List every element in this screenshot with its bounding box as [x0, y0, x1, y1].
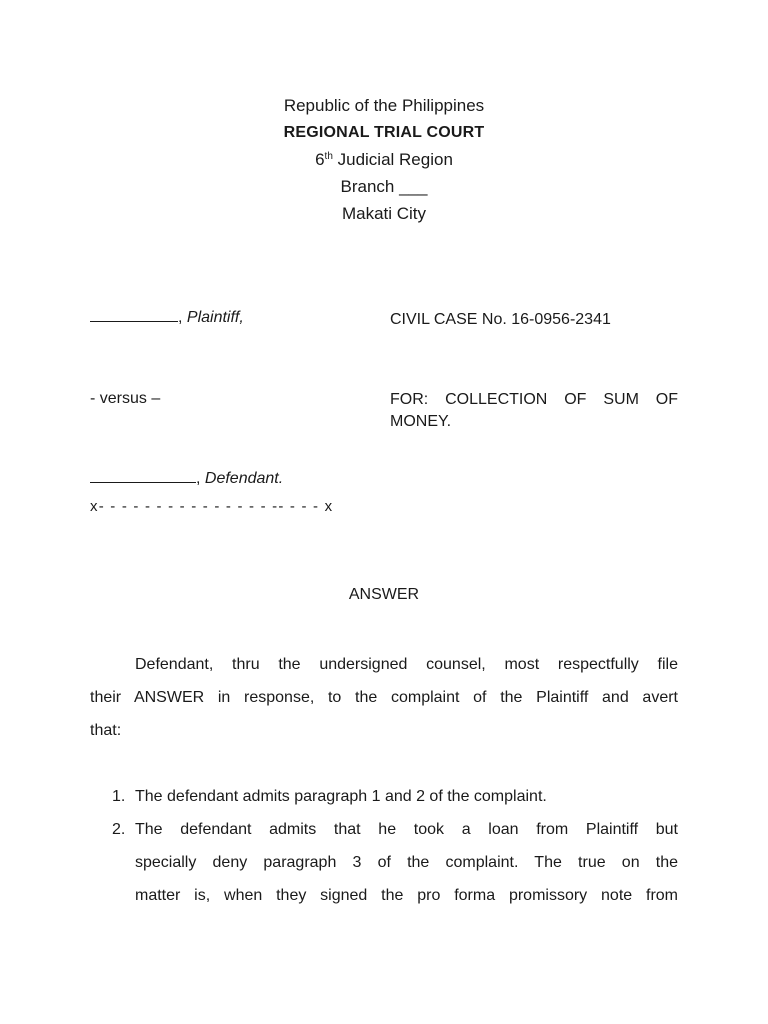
defendant-line: , Defendant.	[90, 470, 283, 488]
defendant-blank	[90, 482, 196, 483]
intro-line-1: Defendant, thru the undersigned counsel, most respectfully file	[135, 656, 678, 673]
court-name: REGIONAL TRIAL COURT	[283, 124, 485, 141]
plaintiff-line: , Plaintiff,	[90, 309, 244, 327]
list-item-2-line-3: matter is, when they signed the pro forma promissory note from	[135, 887, 678, 904]
list-item-2-line-1: The defendant admits that he took a loan from Plaintiff but	[135, 821, 678, 838]
intro-paragraph	[90, 648, 678, 747]
intro-line-3: that:	[90, 722, 122, 739]
list-item-1-line-1: The defendant admits paragraph 1 and 2 of the complaint.	[135, 788, 547, 805]
list-item-2	[90, 813, 678, 912]
plaintiff-blank	[90, 321, 178, 322]
case-subject	[390, 389, 678, 433]
republic-line: Republic of the Philippines	[283, 96, 485, 115]
plaintiff-label: Plaintiff,	[186, 309, 244, 326]
list-item-2-line-2: specially deny paragraph 3 of the complaint. The true on the	[135, 854, 678, 871]
judicial-region: 6th Judicial Region	[315, 150, 453, 169]
list-number-1: 1.	[112, 788, 126, 805]
intro-line-2: their ANSWER in response, to the complaint of the Plaintiff and avert	[90, 689, 678, 706]
case-subject-line1: FOR: COLLECTION OF SUM OF	[390, 391, 678, 408]
case-subject-line2: MONEY.	[390, 413, 452, 430]
case-number: CIVIL CASE No. 16-0956-2341	[390, 311, 611, 328]
branch-line: Branch ___	[340, 177, 428, 196]
versus-text: - versus –	[90, 390, 161, 407]
numbered-list	[90, 780, 678, 912]
list-item-1	[90, 780, 678, 813]
defendant-label: Defendant.	[204, 470, 284, 487]
caption-separator: x- - - - - - - - - - - - - - - -- - - - x	[90, 498, 334, 515]
court-header	[0, 92, 768, 227]
list-number-2: 2.	[112, 821, 126, 838]
pleading-title: ANSWER	[348, 586, 420, 603]
city-line: Makati City	[341, 204, 427, 223]
